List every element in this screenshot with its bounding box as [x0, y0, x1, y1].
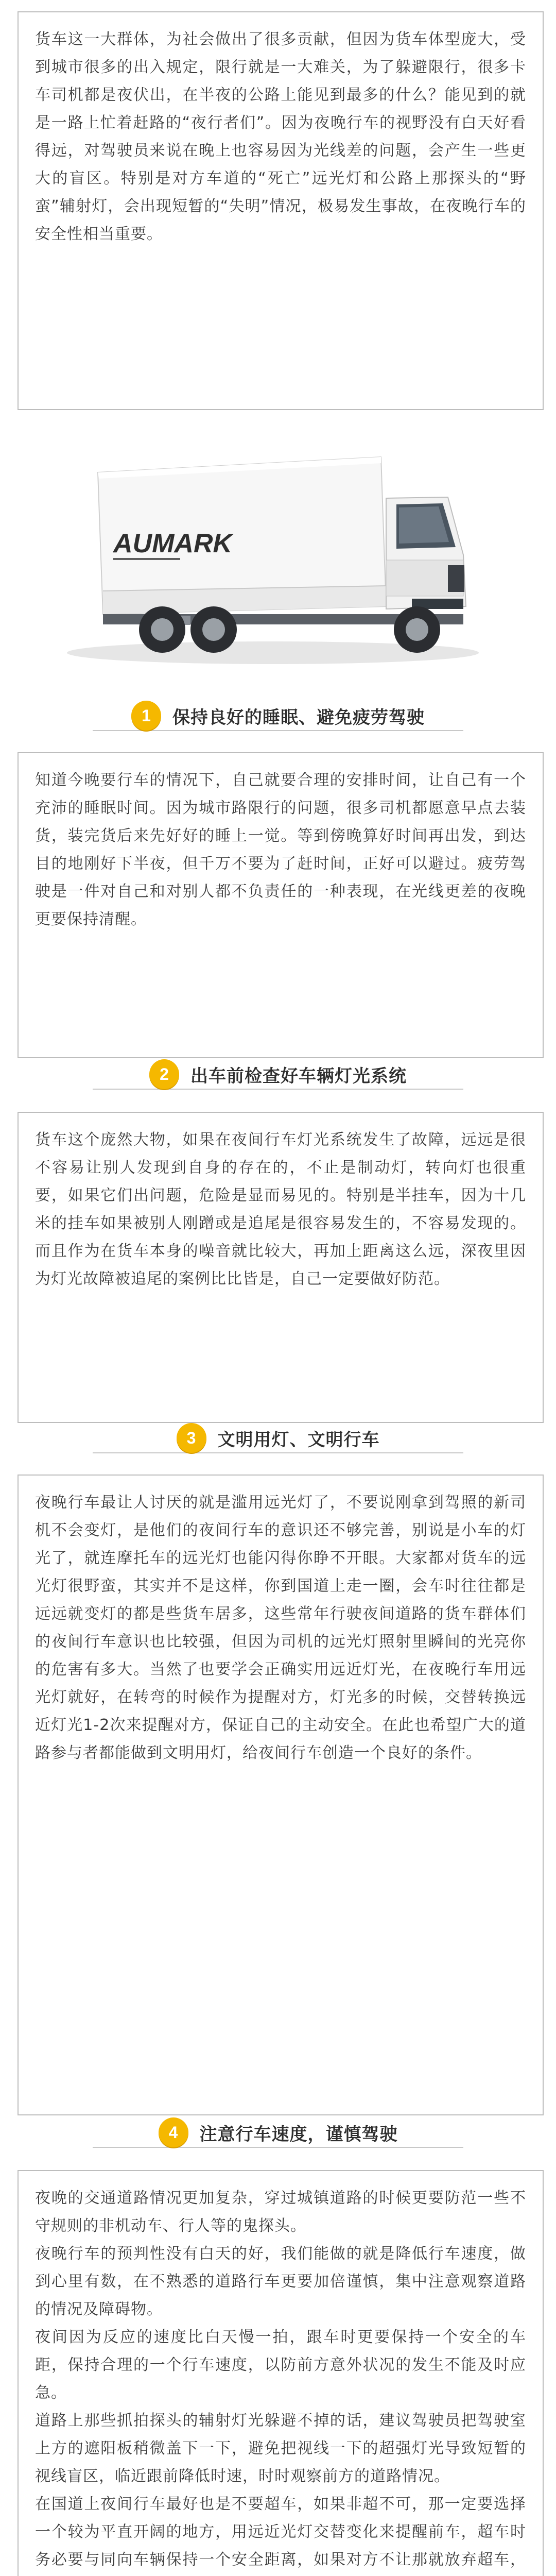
section-1-heading [0, 696, 556, 742]
intro-text: 货车这一大群体，为社会做出了很多贡献，但因为货车体型庞大，受到城市很多的出入规定，限行就是一大难关，为了躲避限行，很多卡车司机都是夜伏出，在半夜的公路上能见到最多的什么？能见到的就是一路上忙着赶路的“夜行者们”。因为夜晚行车的视野没有白天好看得远，对驾驶员来说在晚上也容易因为光线差的问题，会产生一些更大的盲区。特别是对方车道的“死亡”远光灯和公路上那探头的“野蛮”辅射灯，会出现短暂的“失明”情况，极易发生事故，在夜晚行车的安全性相当重要。 [35, 30, 526, 243]
section-1-card [18, 752, 544, 1058]
section-1-text: 知道今晚要行车的情况下，自己就要合理的安排时间，让自己有一个充沛的睡眠时间。因为城市路限行的问题，很多司机都愿意早点去装货，装完货后来先好好的睡上一觉。等到傍晚算好时间再出发，到达目的地刚好下半夜，但千万不要为了赶时间，正好可以避过。疲劳驾驶是一件对自己和对别人都不负责任的一种表现，在光线更差的夜晚更要保持清醒。 [35, 771, 526, 928]
section-2-card [18, 1112, 544, 1423]
section-2-heading [0, 1054, 556, 1100]
box-truck-illustration [51, 436, 505, 673]
section-number-badge: 4 [159, 2117, 188, 2147]
section-4-text: 夜晚的交通道路情况更加复杂，穿过城镇道路的时候更要防范一些不守规则的非机动车、行人等的鬼探头。 夜晚行车的预判性没有白天的好，我们能做的就是降低行车速度，做到心里有数，在不熟悉的道路行车更要加倍谨慎，集中注意观察道路的情况及障碍物。 夜间因为反应的速度比白天慢一拍，跟车时更要保持一个安全的车距，保持合理的一个行车速度，以防前方意外状况的发生不能及时应急。 道路上那些抓拍探头的辅射灯光躲避不掉的话，建议驾驶员把驾驶室上方的遮阳板稍微盖下一下，避免把视线一下的超强灯光导致短暂的视线盲区，临近跟前降低时速，时时观察前方的道路情况。 在国道上夜间行车最好也是不要超车，如果非超不可，那一定要选择一个较为平直开阔的地方，用远近光灯交替变化来提醒前车，超车时务必要与同向车辆保持一个安全距离，如果对方不让那就放弃超车， [35, 2189, 526, 2569]
section-3-text: 夜晚行车最让人讨厌的就是滥用远光灯了，不要说刚拿到驾照的新司机不会变灯，是他们的夜间行车的意识还不够完善，别说是小车的灯光了，就连摩托车的远光灯也能闪得你睁不开眼。大家都对货车的远光灯很野蛮，其实并不是这样，你到国道上走一圈，会车时往往都是远远就变灯的都是些货车居多，这些常年行驶夜间道路的货车群体们的夜间行车意识也比较强，但因为司机的远光灯照射里瞬间的光亮你的危害有多大。当然了也要学会正确实用远近灯光，在夜晚行车用远光灯就好，在转弯的时候作为提醒对方，灯光多的时候，交替转换远近灯光1-2次来提醒对方，保证自己的主动安全。在此也希望广大的道路参与者都能做到文明用灯，给夜间行车创造一个良好的条件。 [35, 1494, 526, 1762]
section-title: 出车前检查好车辆灯光系统 [190, 1065, 407, 1087]
section-number-badge: 2 [149, 1059, 179, 1089]
section-4-card [18, 2170, 544, 2576]
section-title: 注意行车速度，谨慎驾驶 [199, 2124, 398, 2145]
section-3-heading [0, 1418, 556, 1464]
section-number-badge: 1 [131, 701, 161, 731]
section-4-heading [0, 2112, 556, 2159]
section-title: 保持良好的睡眠、避免疲劳驾驶 [172, 707, 425, 728]
section-number-badge: 3 [177, 1423, 206, 1453]
section-2-text: 货车这个庞然大物，如果在夜间行车灯光系统发生了故障，远远是很不容易让别人发现到自身的存在的，不止是制动灯，转向灯也很重要，如果它们出问题，危险是显而易见的。特别是半挂车，因为十几米的挂车如果被别人刚蹭或是追尾是很容易发生的，不容易发现的。而且作为在货车本身的噪音就比较大，再加上距离这么远，深夜里因为灯光故障被追尾的案例比比皆是，自己一定要做好防范。 [35, 1131, 526, 1288]
section-title: 文明用灯、文明行车 [217, 1429, 380, 1450]
intro-card [18, 11, 544, 410]
section-3-card [18, 1475, 544, 2115]
truck-brand-text: AUMARK [113, 529, 233, 558]
truck-image-1 [0, 434, 556, 676]
